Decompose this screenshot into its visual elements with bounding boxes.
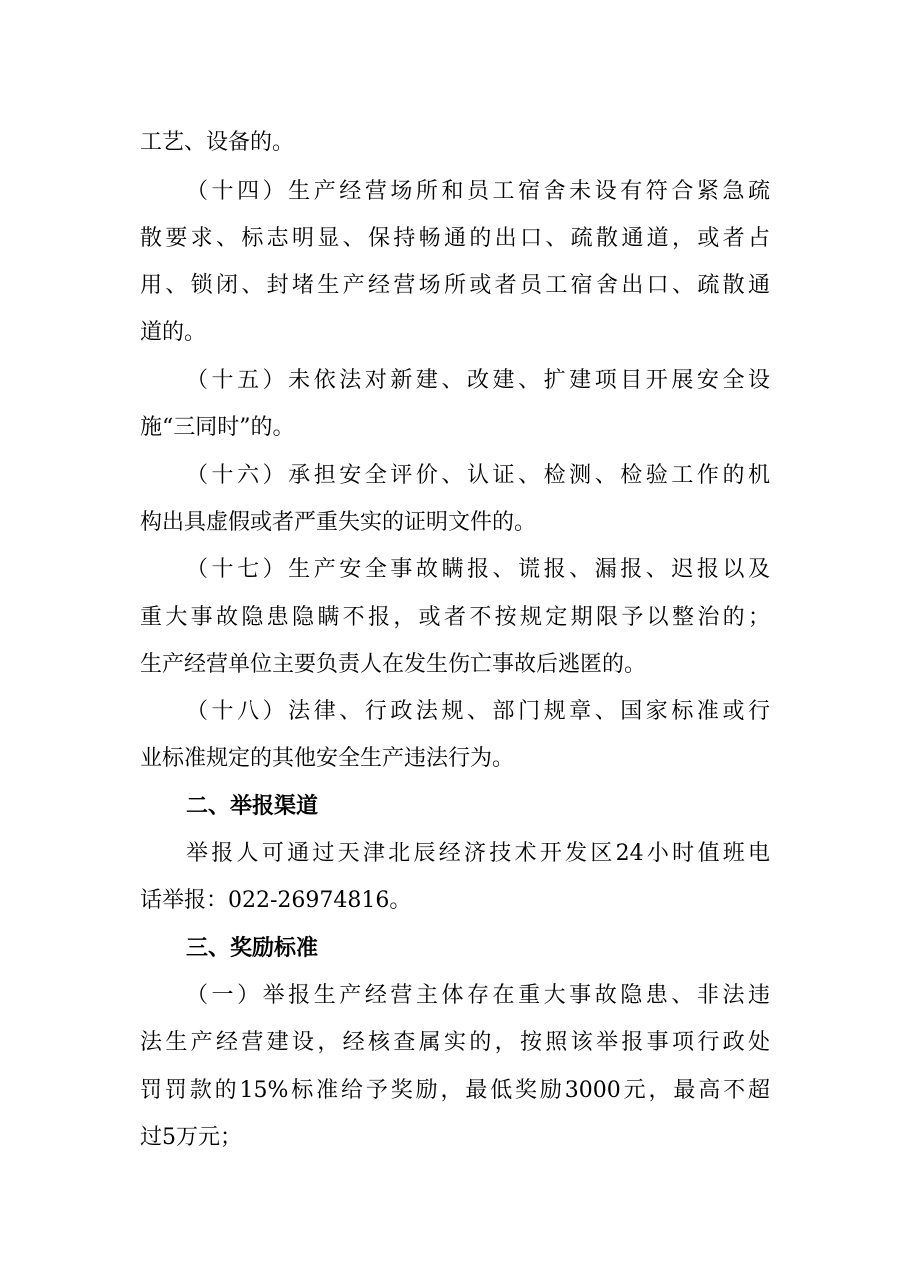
text-line: 用、锁闭、封堵生产经营场所或者员工宿舍出口、疏散通 <box>140 273 770 298</box>
text-line: （十六）承担安全评价、认证、检测、检验工作的机 <box>186 463 770 488</box>
text-line: 道的。 <box>140 320 207 345</box>
text-line: （一）举报生产经营主体存在重大事故隐患、非法违 <box>186 983 770 1008</box>
text-line: 散要求、标志明显、保持畅通的出口、疏散通道，或者占 <box>140 226 770 251</box>
section-heading-channels: 二、举报渠道 <box>186 794 319 819</box>
text-line: 过5万元； <box>140 1125 242 1150</box>
text-line: 构出具虚假或者严重失实的证明文件的。 <box>140 510 537 535</box>
text-line: 生产经营单位主要负责人在发生伤亡事故后逃匿的。 <box>140 652 647 677</box>
text-line: 话举报：022-26974816。 <box>140 888 412 913</box>
text-line: （十五）未依法对新建、改建、扩建项目开展安全设 <box>186 368 770 393</box>
text-line: 施“三同时”的。 <box>140 415 295 440</box>
section-heading-rewards: 三、奖励标准 <box>186 936 319 961</box>
text-line: 工艺、设备的。 <box>140 130 295 155</box>
text-line: 罚罚款的15%标准给予奖励，最低奖励3000元，最高不超 <box>140 1078 770 1103</box>
text-line: 重大事故隐患隐瞒不报，或者不按规定期限予以整治的； <box>140 605 770 630</box>
text-line: （十七）生产安全事故瞒报、谎报、漏报、迟报以及 <box>186 557 770 582</box>
text-line: （十八）法律、行政法规、部门规章、国家标准或行 <box>186 699 770 724</box>
text-line: 法生产经营建设，经核查属实的，按照该举报事项行政处 <box>140 1030 770 1055</box>
text-line: 举报人可通过天津北辰经济技术开发区24小时值班电 <box>186 841 770 866</box>
text-line: 业标准规定的其他安全生产违法行为。 <box>140 746 515 771</box>
text-line: （十四）生产经营场所和员工宿舍未设有符合紧急疏 <box>186 179 770 204</box>
